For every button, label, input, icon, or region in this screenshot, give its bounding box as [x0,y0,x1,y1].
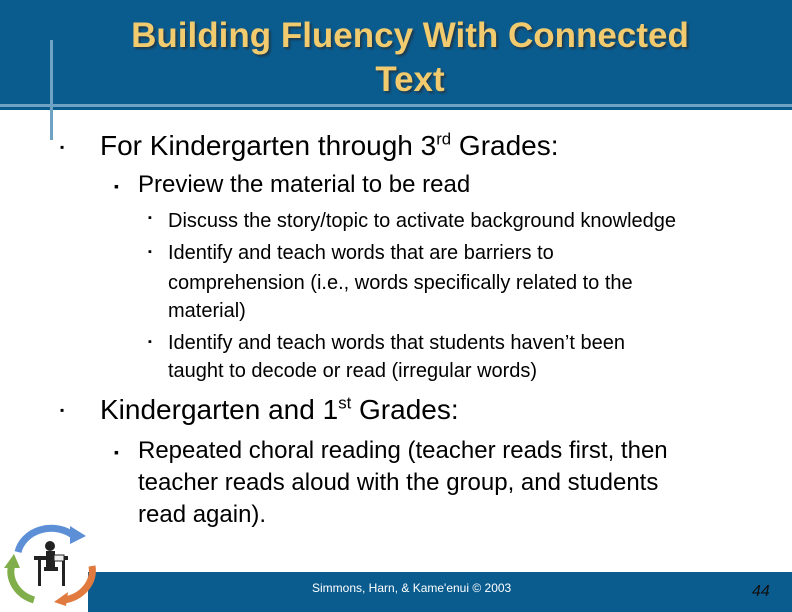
subpoint-choral-line3: read again). [138,501,267,528]
item-discuss: Discuss the story/topic to activate background knowledge [168,210,677,232]
subpoint-choral-line2: teacher reads aloud with the group, and students [138,469,659,496]
bullet-icon: ▪ [60,403,65,417]
reading-cycle-logo-icon [4,522,100,606]
item-identify-barriers-line1: Identify and teach words that are barriers to [168,242,554,264]
slide-title [100,14,720,102]
item-identify-barriers-line3: material) [168,300,246,322]
item-irregular-line1: Identify and teach words that students haven’t been [168,332,625,354]
item-irregular-line2: taught to decode or read (irregular words) [168,360,538,382]
bullet-icon: ▪ [114,444,119,460]
subpoint-choral-line1: Repeated choral reading (teacher reads first, then [138,437,668,464]
section-heading-k3: For Kindergarten through 3rd Grades: [100,129,559,161]
header-accent-line [0,104,792,107]
bullet-icon: ▪ [114,178,119,194]
footer-credit: Simmons, Harn, & Kame'enui © 2003 [312,581,512,595]
bullet-icon: ▪ [148,212,152,224]
page-number: 44 [752,583,770,600]
bullet-icon: ▪ [148,336,152,348]
bullet-icon: ▪ [148,246,152,258]
item-identify-barriers-line2: comprehension (i.e., words specifically related to the [168,272,633,294]
title-line-1: Building Fluency With Connected [131,16,689,55]
section-heading-k1: Kindergarten and 1st Grades: [100,393,459,425]
subpoint-preview: Preview the material to be read [138,171,471,198]
title-line-2: Text [375,60,445,99]
header-accent-vertical-line [50,40,53,140]
bullet-icon: ▪ [60,140,65,154]
